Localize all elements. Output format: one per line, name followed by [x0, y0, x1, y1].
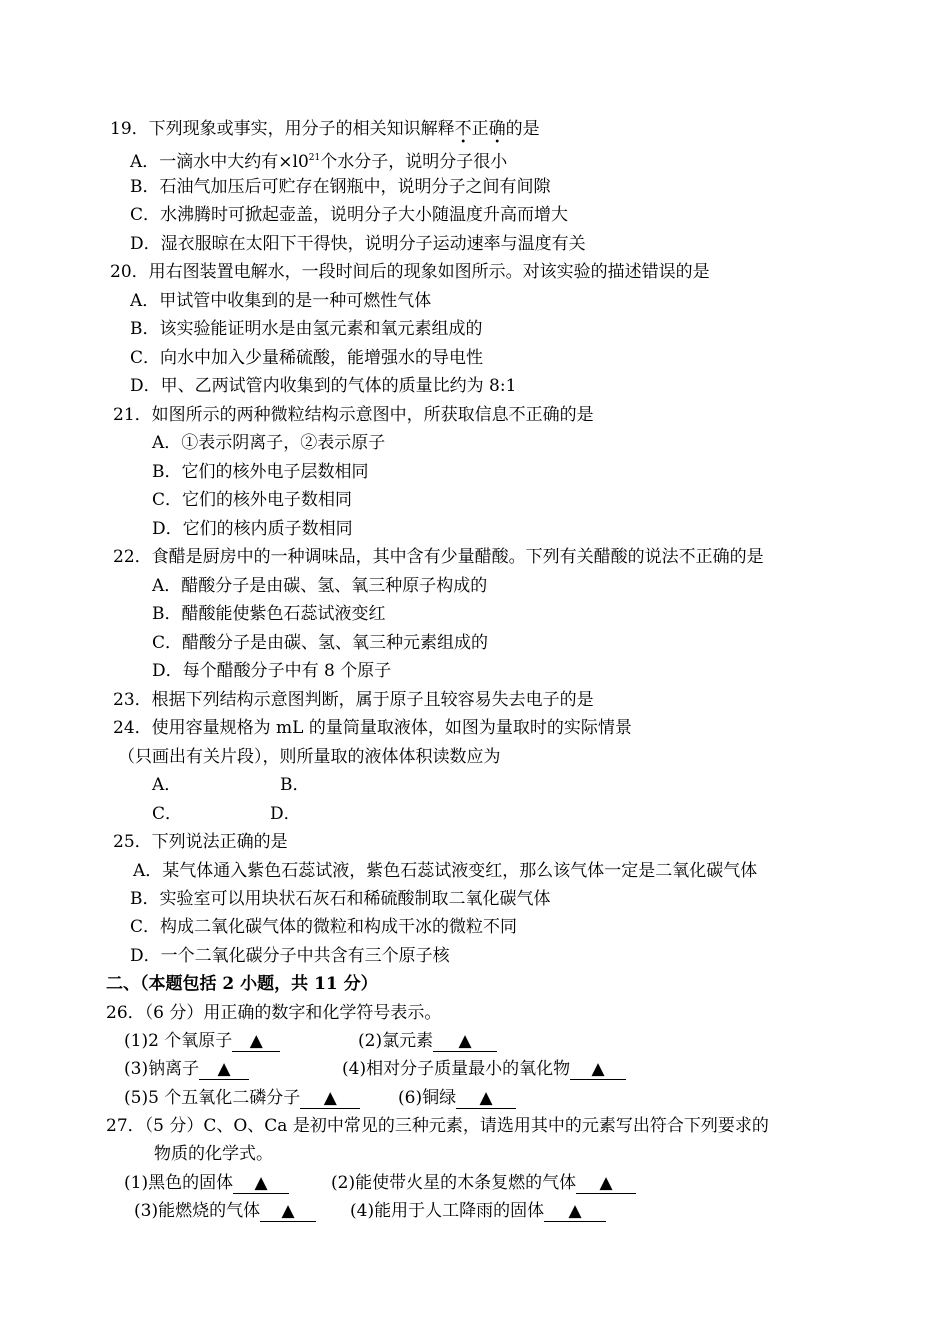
q20-stem: 20．用右图装置电解水，一段时间后的现象如图所示。对该实验的描述错误的是 [110, 262, 710, 282]
q26-stem: 26．（6 分）用正确的数字和化学符号表示。 [106, 1003, 442, 1023]
q26-part-3: (3)钠离子 ▲ [124, 1057, 249, 1081]
q22-stem: 22．食醋是厨房中的一种调味品，其中含有少量醋酸。下列有关醋酸的说法不正确的是 [113, 547, 764, 567]
q24-option-c: C． [152, 804, 183, 824]
answer-blank: ▲ [456, 1088, 516, 1109]
q21-option-a: A．①表示阴离子，②表示原子 [152, 433, 386, 453]
q19-option-a: A．一滴水中大约有$\times l0^{21}$个水分子，说明分子很小 [130, 152, 508, 172]
q26-part-6: (6)铜绿 ▲ [398, 1086, 516, 1110]
q22-option-b: B．醋酸能使紫色石蕊试液变红 [152, 604, 386, 624]
answer-blank: ▲ [260, 1201, 316, 1222]
answer-blank: ▲ [300, 1088, 360, 1109]
q21-option-b: B．它们的核外电子层数相同 [152, 462, 369, 482]
q24-option-a: A． [152, 775, 182, 795]
answer-blank: ▲ [433, 1031, 497, 1052]
q25-stem: 25．下列说法正确的是 [113, 832, 288, 852]
q24-stem-line1: 24．使用容量规格为 mL 的量筒量取液体，如图为量取时的实际情景 [113, 718, 632, 738]
q27-part-3: (3)能燃烧的气体 ▲ [134, 1199, 316, 1223]
q27-part-1: (1)黑色的固体 ▲ [124, 1171, 289, 1195]
q22-option-d: D．每个醋酸分子中有 8 个原子 [152, 661, 392, 681]
emphasis-dot-bu: 不 [454, 119, 472, 139]
answer-blank: ▲ [199, 1059, 249, 1080]
answer-blank: ▲ [570, 1059, 626, 1080]
answer-blank: ▲ [576, 1173, 636, 1194]
q20-option-d: D．甲、乙两试管内收集到的气体的质量比约为 8:1 [130, 376, 517, 396]
q26-part-1: (1)2 个氧原子 ▲ [124, 1029, 280, 1053]
answer-blank: ▲ [233, 1173, 289, 1194]
q19-option-c: C．水沸腾时可掀起壶盖，说明分子大小随温度升高而增大 [130, 205, 569, 225]
q25-option-d: D．一个二氧化碳分子中共含有三个原子核 [130, 946, 450, 966]
q25-option-b: B．实验室可以用块状石灰石和稀硫酸制取二氧化碳气体 [130, 889, 551, 909]
q25-option-a: A．某气体通入紫色石蕊试液，紫色石蕊试液变红，那么该气体一定是二氧化碳气体 [133, 861, 758, 881]
q19-option-d: D．湿衣服晾在太阳下干得快，说明分子运动速率与温度有关 [130, 234, 586, 254]
q26-part-5: (5)5 个五氧化二磷分子 ▲ [124, 1086, 360, 1110]
q27-part-4: (4)能用于人工降雨的固体 ▲ [350, 1199, 606, 1223]
q21-option-d: D．它们的核内质子数相同 [152, 519, 353, 539]
q19-option-b: B．石油气加压后可贮存在钢瓶中，说明分子之间有间隙 [130, 177, 551, 197]
q21-stem: 21．如图所示的两种微粒结构示意图中，所获取信息不正确的是 [113, 405, 594, 425]
q19-stem: 19．下列现象或事实，用分子的相关知识解释不正确的是 [110, 119, 540, 139]
q26-part-2: (2)氯元素 ▲ [358, 1029, 497, 1053]
q24-stem-line2: （只画出有关片段），则所量取的液体体积读数应为 [118, 747, 501, 767]
q22-option-c: C．醋酸分子是由碳、氢、氧三种元素组成的 [152, 633, 489, 653]
q20-option-c: C．向水中加入少量稀硫酸，能增强水的导电性 [130, 348, 484, 368]
q24-option-b: B． [280, 775, 310, 795]
q27-stem-line2: 物质的化学式。 [154, 1144, 273, 1164]
q24-option-d: D． [270, 804, 301, 824]
answer-blank: ▲ [544, 1201, 606, 1222]
q20-option-a: A．甲试管中收集到的是一种可燃性气体 [130, 291, 432, 311]
q22-option-a: A．醋酸分子是由碳、氢、氧三种原子构成的 [152, 576, 488, 596]
q27-stem-line1: 27．（5 分）C、O、Ca 是初中常见的三种元素，请选用其中的元素写出符合下列要求的 [106, 1116, 769, 1136]
emphasis-dot-que: 确 [488, 119, 506, 139]
q27-part-2: (2)能使带火星的木条复燃的气体 ▲ [331, 1171, 636, 1195]
q23-stem: 23．根据下列结构示意图判断，属于原子且较容易失去电子的是 [113, 690, 594, 710]
q25-option-c: C．构成二氧化碳气体的微粒和构成干冰的微粒不同 [130, 917, 518, 937]
answer-blank: ▲ [232, 1031, 280, 1052]
q26-part-4: (4)相对分子质量最小的氧化物 ▲ [342, 1057, 626, 1081]
q20-option-b: B．该实验能证明水是由氢元素和氧元素组成的 [130, 319, 483, 339]
q21-option-c: C．它们的核外电子数相同 [152, 490, 353, 510]
section-2-heading: 二、（本题包括 2 小题，共 11 分） [106, 974, 378, 994]
